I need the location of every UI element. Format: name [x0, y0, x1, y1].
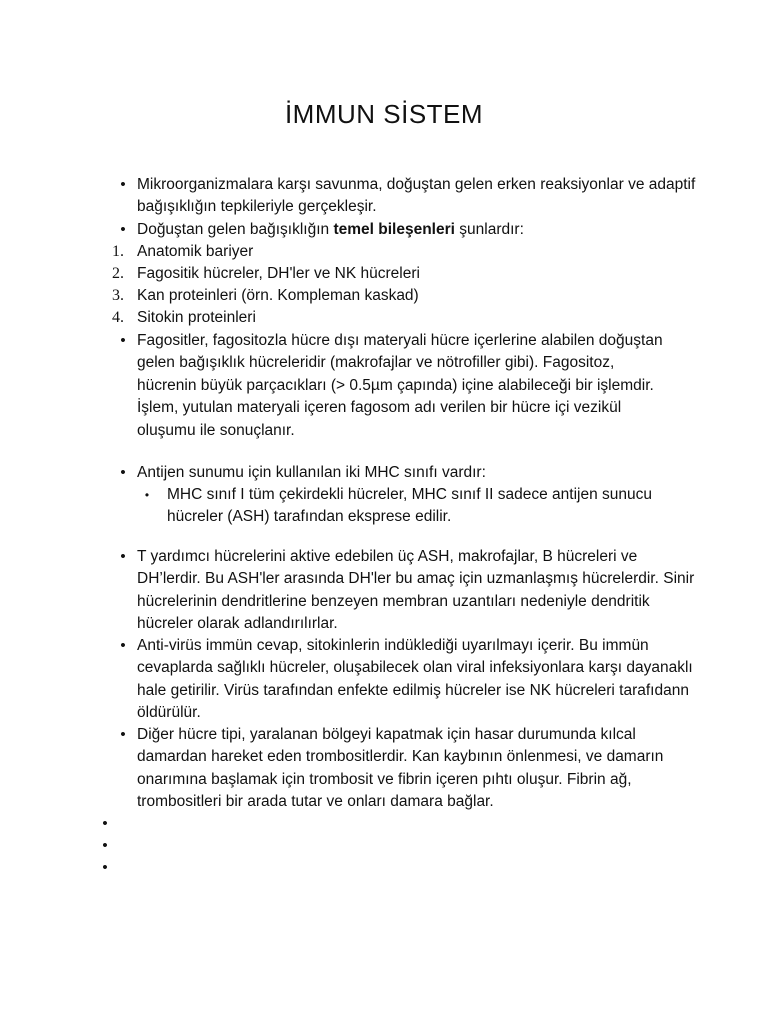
list-item [112, 219, 712, 242]
bullet-marker: • [102, 859, 108, 876]
numbered-item-text: Kan proteinleri (örn. Kompleman kaskad) [137, 287, 419, 304]
numbered-item-text: Sitokin proteinleri [137, 309, 256, 326]
numbered-item [112, 307, 712, 329]
list-item-text: Mikroorganizmalara karşı savunma, doğuştan gelen erken reaksiyonlar ve adaptif bağışıklığın tepkileriyle gerçekleşir. [137, 176, 696, 216]
item-number: 3. [112, 287, 124, 304]
bullet-marker: • [102, 815, 108, 832]
sub-bullet-marker: • [144, 488, 150, 502]
list-item [112, 724, 712, 814]
list-item [112, 546, 712, 636]
list-item-text [137, 219, 712, 241]
list-item-text: Antijen sunumu için kullanılan iki MHC sınıfı vardır: [137, 464, 486, 481]
sub-list-item-text: MHC sınıf I tüm çekirdekli hücreler, MHC sınıf II sadece antijen sunucu hücreler (ASH) tarafından eksprese edilir. [167, 486, 652, 526]
bullet-marker: • [120, 332, 126, 349]
numbered-item [112, 241, 712, 263]
bullet-marker: • [120, 221, 126, 238]
list-item [112, 462, 712, 485]
sub-list-item [138, 484, 708, 529]
bullet-marker: • [120, 548, 126, 565]
list-item-text-start: Doğuştan gelen bağışıklığın [137, 221, 334, 238]
bullet-marker: • [120, 464, 126, 481]
numbered-item-text: Anatomik bariyer [137, 243, 254, 260]
bullet-marker: • [120, 637, 126, 654]
list-item-text: Anti-virüs immün cevap, sitokinlerin indüklediği uyarılmayı içerir. Bu immün cevaplarda sağlıklı hücreler, oluşabilecek olan viral infeksiyonlara karşı dayanaklı hale getirilir. Virüs tarafından enfekte edilmiş hücreler ise NK hücreleri tarafıdann öldürülür. [137, 637, 693, 722]
numbered-item [112, 263, 712, 285]
list-item-text-end: şunlardır: [454, 221, 524, 238]
page-title: İMMUN SİSTEM [284, 99, 484, 129]
item-number: 1. [112, 243, 124, 260]
item-number: 2. [112, 265, 124, 282]
empty-list-item [94, 813, 116, 835]
numbered-item [112, 285, 712, 307]
empty-list-item [94, 857, 116, 879]
empty-list-item [94, 835, 116, 857]
list-item-text: Diğer hücre tipi, yaralanan bölgeyi kapatmak için hasar durumunda kılcal damardan hareket eden trombositlerdir. Kan kaybının önlenmesi, ve damarın onarımına başlamak için trombosit ve fibrin içeren pıhtı oluşur. Fibrin ağ, trombositleri bir arada tutar ve onları damara bağlar. [137, 726, 664, 811]
item-number: 4. [112, 309, 124, 326]
list-item [112, 635, 712, 725]
numbered-item-text: Fagositik hücreler, DH'ler ve NK hücreleri [137, 265, 420, 282]
bullet-marker: • [120, 176, 126, 193]
list-item-text: T yardımcı hücrelerini aktive edebilen üç ASH, makrofajlar, B hücreleri ve DH’lerdir. Bu ASH'ler arasında DH'ler bu amaç için uzmanlaşmış hücrelerdir. Sinir hücrelerinin dendritlerine benzeyen membran uzantıları nedeniyle dendritik hücreler olarak adlandırılırlar. [137, 548, 695, 633]
list-item [112, 174, 712, 219]
bullet-marker: • [120, 726, 126, 743]
bullet-marker: • [102, 837, 108, 854]
list-item [112, 330, 712, 442]
bold-text: temel bileşenleri [333, 221, 455, 238]
list-item-text: Fagositler, fagositozla hücre dışı materyali hücre içerlerine alabilen doğuştan gelen bağışıklık hücreleridir (makrofajlar ve nötrofiller gibi). Fagositoz, hücrenin büyük parçacıkları (> 0.5µm çapında) içine alabileceği bir işlemdir. İşlem, yutulan materyali içeren fagosom adı verilen bir hücre içi vezikül oluşumu ile sonuçlanır. [137, 332, 663, 439]
